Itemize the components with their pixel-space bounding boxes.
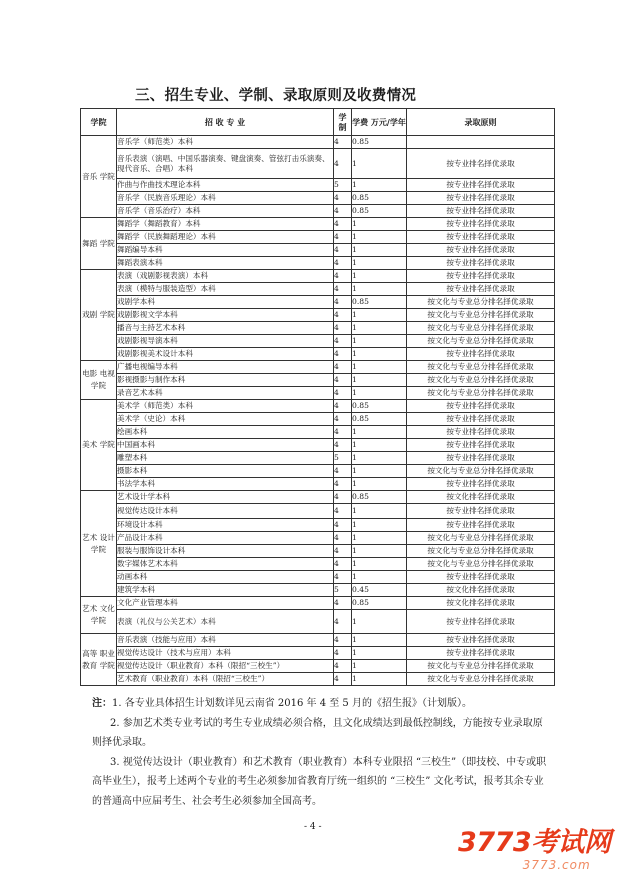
fee-cell: 1	[352, 532, 407, 545]
major-cell: 音乐学（师范类）本科	[117, 136, 334, 149]
rule-cell: 按专业排名择优录取	[407, 231, 555, 244]
table-row	[81, 136, 555, 149]
watermark-url: 3773.com	[522, 858, 591, 872]
rule-cell: 按专业排名择优录取	[407, 348, 555, 361]
major-cell: 戏剧影视文学本科	[117, 309, 334, 322]
fee-cell: 1	[352, 545, 407, 558]
rule-cell: 按专业排名择优录取	[407, 257, 555, 270]
table-row	[81, 335, 555, 348]
fee-cell: 0.85	[352, 205, 407, 218]
major-cell: 影视摄影与制作本科	[117, 374, 334, 387]
fee-cell: 0.85	[352, 136, 407, 149]
years-cell: 5	[334, 452, 352, 465]
table-row	[81, 478, 555, 491]
college-cell: 戏剧 学院	[81, 270, 117, 361]
major-cell: 数字媒体艺术本科	[117, 558, 334, 571]
major-cell: 表演（礼仪与公关艺术）本科	[117, 610, 334, 634]
fee-cell: 1	[352, 257, 407, 270]
major-cell: 音乐表演（技能与应用）本科	[117, 634, 334, 647]
rule-cell: 按专业排名择优录取	[407, 519, 555, 532]
table-row	[81, 519, 555, 532]
rule-cell: 按专业排名择优录取	[407, 205, 555, 218]
college-cell: 高等 职业 教育 学院	[81, 634, 117, 686]
fee-cell: 1	[352, 374, 407, 387]
college-cell: 音乐 学院	[81, 136, 117, 218]
rule-cell: 按专业排名择优录取	[407, 478, 555, 491]
rule-cell: 按专业排名择优录取	[407, 647, 555, 660]
years-cell: 4	[334, 322, 352, 335]
rule-cell: 按专业排名择优录取	[407, 244, 555, 257]
rule-cell: 按文化与专业总分排名择优录取	[407, 465, 555, 478]
fee-cell: 0.85	[352, 400, 407, 413]
table-row	[81, 218, 555, 231]
years-cell: 4	[334, 647, 352, 660]
rule-cell: 按文化与专业总分排名择优录取	[407, 335, 555, 348]
fee-cell: 1	[352, 387, 407, 400]
major-cell: 摄影本科	[117, 465, 334, 478]
years-cell: 4	[334, 270, 352, 283]
fee-cell: 1	[352, 426, 407, 439]
rule-cell: 按文化与专业总分排名择优录取	[407, 322, 555, 335]
rule-cell: 按文化与专业总分排名择优录取	[407, 558, 555, 571]
rule-cell: 按文化排名择优录取	[407, 597, 555, 610]
rule-cell: 按专业排名择优录取	[407, 400, 555, 413]
fee-cell: 0.85	[352, 491, 407, 504]
major-cell: 表演（模特与服装造型）本科	[117, 283, 334, 296]
rule-cell: 按专业排名择优录取	[407, 192, 555, 205]
years-cell: 4	[334, 192, 352, 205]
header-rule: 录取原则	[407, 109, 555, 136]
years-cell: 4	[334, 335, 352, 348]
fee-cell: 1	[352, 634, 407, 647]
major-cell: 视觉传达设计（职业教育）本科（限招“三校生”）	[117, 660, 334, 673]
rule-cell: 按专业排名择优录取	[407, 270, 555, 283]
major-cell: 广播电视编导本科	[117, 361, 334, 374]
notes-label: 注：	[92, 698, 112, 709]
years-cell: 4	[334, 244, 352, 257]
fee-cell: 1	[352, 673, 407, 686]
rule-cell: 按文化与专业总分排名择优录取	[407, 660, 555, 673]
table-row	[81, 597, 555, 610]
fee-cell: 1	[352, 660, 407, 673]
rule-cell: 按专业排名择优录取	[407, 634, 555, 647]
major-cell: 美术学（师范类）本科	[117, 400, 334, 413]
rule-cell: 按专业排名择优录取	[407, 426, 555, 439]
fee-cell: 1	[352, 465, 407, 478]
major-cell: 舞蹈学（舞蹈教育）本科	[117, 218, 334, 231]
table-row	[81, 309, 555, 322]
table-row	[81, 647, 555, 660]
fee-cell: 1	[352, 270, 407, 283]
table-row	[81, 270, 555, 283]
years-cell: 4	[334, 361, 352, 374]
major-cell: 雕塑本科	[117, 452, 334, 465]
years-cell: 4	[334, 465, 352, 478]
table-row	[81, 348, 555, 361]
years-cell: 4	[334, 257, 352, 270]
fee-cell: 0.85	[352, 413, 407, 426]
header-years: 学 制	[334, 109, 352, 136]
years-cell: 4	[334, 597, 352, 610]
major-cell: 播音与主持艺术本科	[117, 322, 334, 335]
fee-cell: 1	[352, 309, 407, 322]
table-row	[81, 545, 555, 558]
years-cell: 4	[334, 519, 352, 532]
fee-cell: 0.85	[352, 597, 407, 610]
fee-cell: 0.45	[352, 584, 407, 597]
major-cell: 绘画本科	[117, 426, 334, 439]
rule-cell	[407, 136, 555, 149]
notes	[92, 694, 552, 811]
fee-cell: 1	[352, 231, 407, 244]
years-cell: 4	[334, 532, 352, 545]
rule-cell: 按文化与专业总分排名择优录取	[407, 532, 555, 545]
rule-cell: 按专业排名择优录取	[407, 452, 555, 465]
fee-cell: 1	[352, 478, 407, 491]
table-row	[81, 179, 555, 192]
college-cell: 艺术 设计 学院	[81, 491, 117, 597]
note-3: 3. 视觉传达设计（职业教育）和艺术教育（职业教育）本科专业限招 “三校生”（即技校、中专或职高毕业生），报考上述两个专业的考生必须参加省教育厅统一组织的 “三校生” 文化考试，报考其余专业的普通高中应届考生、社会考生必须参加全国高考。	[92, 756, 547, 807]
major-cell: 舞蹈编导本科	[117, 244, 334, 257]
years-cell: 4	[334, 426, 352, 439]
table-row	[81, 491, 555, 504]
major-cell: 音乐学（民族音乐理论）本科	[117, 192, 334, 205]
major-cell: 戏剧学本科	[117, 296, 334, 309]
rule-cell: 按文化排名择优录取	[407, 491, 555, 504]
years-cell: 4	[334, 439, 352, 452]
table-row	[81, 504, 555, 519]
rule-cell: 按文化与专业总分排名择优录取	[407, 673, 555, 686]
table-row	[81, 400, 555, 413]
fee-cell: 1	[352, 361, 407, 374]
years-cell: 4	[334, 348, 352, 361]
major-cell: 视觉传达设计（技术与应用）本科	[117, 647, 334, 660]
header-college: 学院	[81, 109, 117, 136]
major-cell: 动画本科	[117, 571, 334, 584]
rule-cell: 按专业排名择优录取	[407, 571, 555, 584]
fee-cell: 1	[352, 348, 407, 361]
table-row	[81, 361, 555, 374]
rule-cell: 按文化与专业总分排名择优录取	[407, 361, 555, 374]
years-cell: 4	[334, 545, 352, 558]
note-1: 注：1. 各专业具体招生计划数详见云南省 2016 年 4 至 5 月的《招生报》（计划版）。	[92, 698, 472, 709]
major-cell: 音乐表演（演唱、中国乐器演奏、键盘演奏、管弦打击乐演奏、现代音乐、合唱）本科	[117, 149, 334, 179]
major-cell: 舞蹈学（民族舞蹈理论）本科	[117, 231, 334, 244]
major-cell: 环境设计本科	[117, 519, 334, 532]
years-cell: 4	[334, 571, 352, 584]
years-cell: 4	[334, 673, 352, 686]
years-cell: 4	[334, 205, 352, 218]
major-cell: 舞蹈表演本科	[117, 257, 334, 270]
rule-cell: 按专业排名择优录取	[407, 218, 555, 231]
table-row	[81, 426, 555, 439]
table-body	[81, 136, 555, 686]
rule-cell: 按专业排名择优录取	[407, 413, 555, 426]
table-row	[81, 231, 555, 244]
years-cell: 4	[334, 558, 352, 571]
rule-cell: 按文化与专业总分排名择优录取	[407, 309, 555, 322]
rule-cell: 按专业排名择优录取	[407, 439, 555, 452]
rule-cell: 按文化排名择优录取	[407, 584, 555, 597]
header-fee: 学费 万元/学年	[352, 109, 407, 136]
table-row	[81, 634, 555, 647]
table-row	[81, 584, 555, 597]
fee-cell: 1	[352, 149, 407, 179]
enrollment-table	[80, 108, 555, 686]
rule-cell: 按专业排名择优录取	[407, 283, 555, 296]
major-cell: 建筑学本科	[117, 584, 334, 597]
years-cell: 4	[334, 136, 352, 149]
table-row	[81, 192, 555, 205]
major-cell: 视觉传达设计本科	[117, 504, 334, 519]
years-cell: 5	[334, 584, 352, 597]
fee-cell: 1	[352, 322, 407, 335]
fee-cell: 1	[352, 558, 407, 571]
table-row	[81, 374, 555, 387]
table-row	[81, 205, 555, 218]
major-cell: 戏剧影视美术设计本科	[117, 348, 334, 361]
header-major: 招 收 专 业	[117, 109, 334, 136]
rule-cell: 按文化与专业总分排名择优录取	[407, 374, 555, 387]
rule-cell: 按文化与专业总分排名择优录取	[407, 387, 555, 400]
table-row	[81, 413, 555, 426]
section-title: 三、招生专业、学制、录取原则及收费情况	[135, 88, 417, 104]
table-row	[81, 387, 555, 400]
watermark-logo	[458, 828, 611, 872]
years-cell: 4	[334, 296, 352, 309]
college-cell: 电影 电视 学院	[81, 361, 117, 400]
table-row	[81, 257, 555, 270]
table-row	[81, 465, 555, 478]
years-cell: 4	[334, 660, 352, 673]
fee-cell: 1	[352, 335, 407, 348]
fee-cell: 1	[352, 244, 407, 257]
years-cell: 5	[334, 179, 352, 192]
table-row	[81, 322, 555, 335]
rule-cell: 按专业排名择优录取	[407, 504, 555, 519]
rule-cell: 按文化与专业总分排名择优录取	[407, 296, 555, 309]
major-cell: 中国画本科	[117, 439, 334, 452]
years-cell: 4	[334, 231, 352, 244]
table-row	[81, 571, 555, 584]
rule-cell: 按专业排名择优录取	[407, 149, 555, 179]
table-row	[81, 673, 555, 686]
college-cell: 舞蹈 学院	[81, 218, 117, 270]
page-number: - 4 -	[304, 822, 322, 832]
fee-cell: 1	[352, 519, 407, 532]
fee-cell: 1	[352, 179, 407, 192]
years-cell: 4	[334, 610, 352, 634]
major-cell: 美术学（史论）本科	[117, 413, 334, 426]
rule-cell: 按专业排名择优录取	[407, 179, 555, 192]
years-cell: 4	[334, 413, 352, 426]
years-cell: 4	[334, 504, 352, 519]
table-row	[81, 610, 555, 634]
table-row	[81, 283, 555, 296]
note-2: 2. 参加艺术类专业考试的考生专业成绩必须合格，且文化成绩达到最低控制线，方能按专业录取原则择优录取。	[92, 717, 543, 748]
fee-cell: 1	[352, 452, 407, 465]
major-cell: 录音艺术本科	[117, 387, 334, 400]
fee-cell: 1	[352, 439, 407, 452]
table-row	[81, 452, 555, 465]
table-row	[81, 660, 555, 673]
years-cell: 4	[334, 387, 352, 400]
fee-cell: 0.85	[352, 192, 407, 205]
table-row	[81, 244, 555, 257]
fee-cell: 1	[352, 283, 407, 296]
major-cell: 文化产业管理本科	[117, 597, 334, 610]
fee-cell: 1	[352, 647, 407, 660]
fee-cell: 1	[352, 571, 407, 584]
years-cell: 4	[334, 309, 352, 322]
years-cell: 4	[334, 149, 352, 179]
years-cell: 4	[334, 283, 352, 296]
years-cell: 4	[334, 491, 352, 504]
major-cell: 艺术设计学本科	[117, 491, 334, 504]
table-row	[81, 558, 555, 571]
rule-cell: 按文化与专业总分排名择优录取	[407, 545, 555, 558]
years-cell: 4	[334, 634, 352, 647]
years-cell: 4	[334, 400, 352, 413]
watermark-brand: 3773考试网	[458, 827, 611, 858]
years-cell: 4	[334, 478, 352, 491]
fee-cell: 1	[352, 610, 407, 634]
major-cell: 表演（戏剧影视表演）本科	[117, 270, 334, 283]
table-header-row	[81, 109, 555, 136]
major-cell: 音乐学（音乐治疗）本科	[117, 205, 334, 218]
major-cell: 书法学本科	[117, 478, 334, 491]
major-cell: 作曲与作曲技术理论本科	[117, 179, 334, 192]
table-row	[81, 296, 555, 309]
major-cell: 艺术教育（职业教育）本科（限招“三校生”）	[117, 673, 334, 686]
table-row	[81, 149, 555, 179]
years-cell: 4	[334, 374, 352, 387]
major-cell: 戏剧影视导演本科	[117, 335, 334, 348]
major-cell: 产品设计本科	[117, 532, 334, 545]
college-cell: 美术 学院	[81, 400, 117, 491]
table-row	[81, 439, 555, 452]
fee-cell: 1	[352, 504, 407, 519]
college-cell: 艺术 文化 学院	[81, 597, 117, 634]
rule-cell: 按专业排名择优录取	[407, 610, 555, 634]
table-row	[81, 532, 555, 545]
fee-cell: 1	[352, 218, 407, 231]
major-cell: 服装与服饰设计本科	[117, 545, 334, 558]
years-cell: 4	[334, 218, 352, 231]
fee-cell: 0.85	[352, 296, 407, 309]
